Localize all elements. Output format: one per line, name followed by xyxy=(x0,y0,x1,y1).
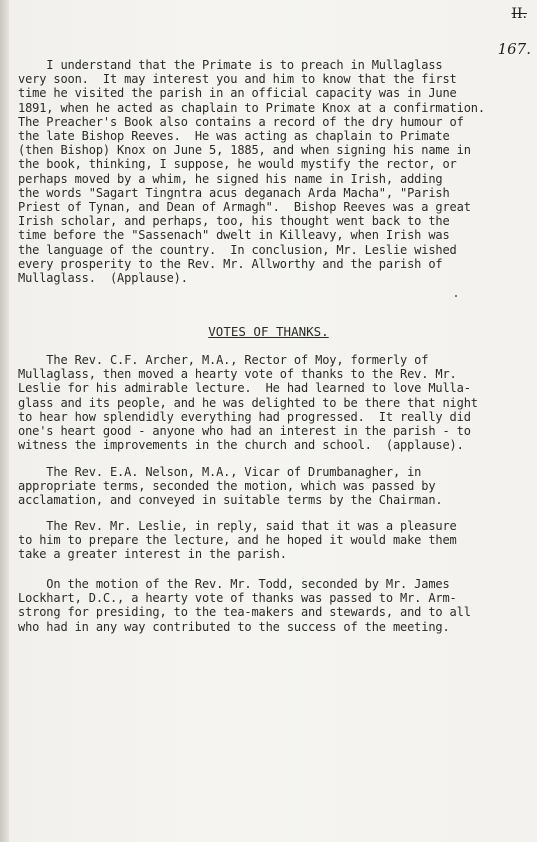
text-line: who had in any way contributed to the success of the meeting. xyxy=(18,619,450,634)
text-line: On the motion of the Rev. Mr. Todd, seconded by Mr. James xyxy=(18,577,450,591)
text-line: witness the improvements in the church and school. (applause). xyxy=(18,438,464,453)
text-line: Mullaglass, then moved a hearty vote of thanks to the Rev. Mr. xyxy=(18,367,457,382)
text-line: one's heart good - anyone who had an interest in the parish - to xyxy=(18,424,471,439)
text-line: The Rev. Mr. Leslie, in reply, said that it was a pleasure xyxy=(18,519,457,533)
text-line: Irish scholar, and perhaps, too, his thought went back to the xyxy=(18,214,450,229)
text-line: (then Bishop) Knox on June 5, 1885, and when signing his name in xyxy=(18,143,471,158)
thanks-paragraph-nelson xyxy=(18,465,516,508)
text-line: Lockhart, D.C., a hearty vote of thanks was passed to Mr. Arm- xyxy=(18,591,457,606)
ink-speck xyxy=(455,295,457,297)
corner-mark: II. xyxy=(511,6,527,22)
thanks-paragraph-leslie xyxy=(18,519,516,562)
text-line: the book, thinking, I suppose, he would mystify the rector, or xyxy=(18,157,457,172)
text-line: glass and its people, and he was delighted to be there that night xyxy=(18,395,478,410)
text-line: to him to prepare the lecture, and he hoped it would make them xyxy=(18,533,457,548)
text-line: very soon. It may interest you and him to know that the first xyxy=(18,72,457,87)
text-line: acclamation, and conveyed in suitable terms by the Chairman. xyxy=(18,493,443,508)
text-line: take a greater interest in the parish. xyxy=(18,547,287,562)
thanks-paragraph-todd xyxy=(18,577,516,634)
text-line: time before the "Sassenach" dwelt in Killeavy, when Irish was xyxy=(18,228,450,243)
text-line: the words "Sagart Tingntra acus deganach Arda Macha", "Parish xyxy=(18,185,450,200)
page-edge xyxy=(0,0,9,842)
text-line: time he visited the parish in an official capacity was in June xyxy=(18,86,457,101)
text-line: Mullaglass. (Applause). xyxy=(18,271,188,286)
section-heading xyxy=(0,324,537,339)
intro-paragraph xyxy=(18,58,516,285)
text-line: 1891, when he acted as chaplain to Primate Knox at a confirmation. xyxy=(18,100,485,115)
text-line: The Rev. E.A. Nelson, M.A., Vicar of Drumbanagher, in xyxy=(18,465,422,479)
text-line: to hear how splendidly everything had progressed. It really did xyxy=(18,409,471,424)
section-heading-text: VOTES OF THANKS. xyxy=(208,324,329,339)
text-line: Leslie for his admirable lecture. He had learned to love Mulla- xyxy=(18,381,471,396)
text-line: The Preacher's Book also contains a record of the dry humour of xyxy=(18,114,464,129)
page-number: 167. xyxy=(497,40,531,58)
text-line: Priest of Tynan, and Dean of Armagh". Bishop Reeves was a great xyxy=(18,200,471,215)
text-line: the late Bishop Reeves. He was acting as chaplain to Primate xyxy=(18,129,450,144)
text-line: every prosperity to the Rev. Mr. Allworthy and the parish of xyxy=(18,256,443,271)
text-line: strong for presiding, to the tea-makers and stewards, and to all xyxy=(18,605,471,620)
text-line: perhaps moved by a whim, he signed his name in Irish, adding xyxy=(18,171,443,186)
text-line: I understand that the Primate is to preach in Mullaglass xyxy=(18,58,443,72)
text-line: appropriate terms, seconded the motion, which was passed by xyxy=(18,479,436,494)
text-line: the language of the country. In conclusion, Mr. Leslie wished xyxy=(18,242,457,257)
text-line: The Rev. C.F. Archer, M.A., Rector of Moy, formerly of xyxy=(18,353,429,367)
thanks-paragraph-archer xyxy=(18,353,516,452)
